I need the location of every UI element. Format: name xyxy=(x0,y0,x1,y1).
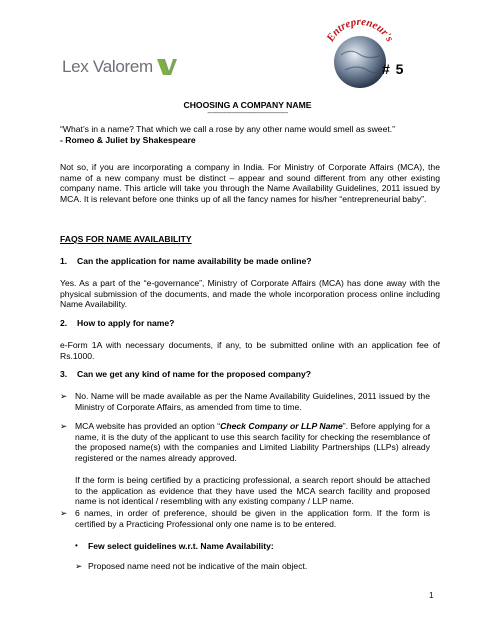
bullet-text-pre: MCA website has provided an option “ xyxy=(75,421,221,431)
faq-number: 2. xyxy=(60,318,68,328)
faq-question-text: Can we get any kind of name for the proposed company? xyxy=(77,369,311,379)
faq-number: 3. xyxy=(60,369,68,379)
quote-attribution: - Romeo & Juliet by Shakespeare xyxy=(60,134,196,145)
logo-mark-icon xyxy=(155,57,179,77)
bullet-mca-search xyxy=(75,421,430,463)
arrow-bullet-icon: ➢ xyxy=(60,421,68,431)
quote-text: “What’s in a name? That which we call a rose by any other name would smell as sweet.” xyxy=(60,124,395,134)
bullet-six-names: 6 names, in order of preference, should be given in the application form. If the form is certified by a Practicing Professional only one name is to be entered. xyxy=(75,508,430,529)
bullet-name-guidelines: No. Name will be made available as per the Name Availability Guidelines, 2011 issued by the Ministry of Corporate Affairs, as amended from time to time. xyxy=(75,391,430,412)
opening-quote xyxy=(60,124,440,145)
faqs-heading: FAQS FOR NAME AVAILABILITY xyxy=(60,234,192,244)
arrow-bullet-icon: ➢ xyxy=(60,508,68,518)
page-number: 1 xyxy=(429,591,434,600)
globe-icon xyxy=(334,36,386,88)
guidelines-subheading: Few select guidelines w.r.t. Name Availability: xyxy=(88,541,274,551)
title-rule: -------------------------------------------- xyxy=(207,110,288,117)
faq-answer-2: e-Form 1A with necessary documents, if any, to be submitted online with an application fee of Rs.1000. xyxy=(60,340,440,361)
bullet-search-report: If the form is being certified by a practicing professional, a search report should be attached to the application as evidence that they have used the MCA search facility and proposed name is not identical / resembling with any existing company / LLP name. xyxy=(75,475,430,507)
faq-answer-1: Yes. As a part of the “e-governance”, Ministry of Corporate Affairs (MCA) has done away with the physical submission of the documents, and made the whole incorporation process online including Name Availability. xyxy=(60,278,440,310)
logo-text: Lex Valorem xyxy=(62,57,153,76)
faq-question-1 xyxy=(60,256,311,266)
lex-valorem-logo xyxy=(58,55,183,79)
faq-question-text: Can the application for name availability be made online? xyxy=(77,256,312,266)
page-title: CHOOSING A COMPANY NAME xyxy=(183,100,312,110)
faq-question-text: How to apply for name? xyxy=(77,318,175,328)
faq-number: 1. xyxy=(60,256,68,266)
arrow-bullet-icon: ➢ xyxy=(60,391,68,401)
faq-question-2 xyxy=(60,318,174,328)
check-company-link-text: Check Company or LLP Name xyxy=(220,421,343,431)
entrepreneurs-globe-badge xyxy=(315,10,405,98)
bullet-main-object: Proposed name need not be indicative of the main object. xyxy=(88,561,308,571)
arrow-bullet-icon: ➢ xyxy=(75,561,83,571)
bullet-text-post: ”. Before applying for a name, it is the duty of the applicant to use this search facility for checking the resemblance of the proposed name(s) with the companies and Limited Liability Partnerships (LLPs) already registered or the names already approved. xyxy=(75,421,430,463)
intro-paragraph: Not so, if you are incorporating a company in India. For Ministry of Corporate Affairs (MCA), the name of a new company must be distinct – appear and sound different from any other existing company name. This article will take you through the Name Availability Guidelines, 2011 issued by MCA. It is relevant before one thinks up of all the fancy names for his/her “entrepreneurial baby”. xyxy=(60,162,440,204)
issue-number: # 5 xyxy=(382,61,405,77)
dot-bullet-icon: • xyxy=(75,541,78,550)
faq-question-3 xyxy=(60,369,311,379)
badge-text: Entrepreneur's xyxy=(324,15,396,44)
